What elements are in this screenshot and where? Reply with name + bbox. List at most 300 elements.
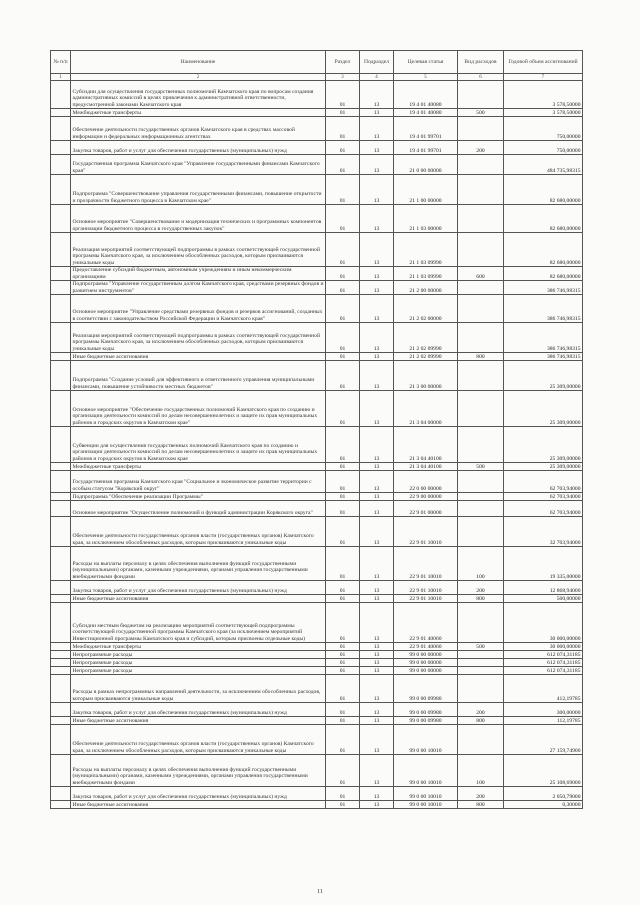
row-subsection-cell: 13 (360, 717, 394, 725)
row-name-cell: Закупка товаров, работ и услуг для обеспечения государственных (муниципальных) нужд (71, 703, 326, 717)
row-type-cell (458, 81, 504, 109)
row-section-cell: 01 (326, 651, 360, 659)
row-section-cell: 01 (326, 141, 360, 155)
row-section-cell: 01 (326, 155, 360, 175)
row-sum-cell: 386 746,98315 (504, 353, 583, 361)
row-subsection-cell: 13 (360, 787, 394, 801)
row-name-cell: Субсидии для осуществления государственных полномочий Камчатского края по вопросам создания административных комиссий в целях привлечения к административной ответственности, предусмотренной законами Камчатского края (71, 81, 326, 109)
row-article-cell: 19 4 01 40080 (394, 81, 458, 109)
row-type-cell (458, 117, 504, 141)
table-row (51, 471, 583, 493)
row-article-cell: 21 3 04 00000 (394, 391, 458, 427)
row-article-cell: 22 0 00 00000 (394, 471, 458, 493)
row-section-cell: 01 (326, 391, 360, 427)
row-sum-cell: 386 746,98315 (504, 295, 583, 323)
row-section-cell: 01 (326, 787, 360, 801)
row-number-cell (51, 141, 71, 155)
table-row (51, 155, 583, 175)
row-name-cell: Субсидии местным бюджетам на реализацию мероприятий соответствующей подпрограммы соответствующей государственной программы Камчатского края (за исключением мероприятий Инвестиционной программы Камчатского края и субсидий, которым присвоены отдельные коды) (71, 603, 326, 643)
row-subsection-cell: 13 (360, 117, 394, 141)
row-type-cell: 200 (458, 141, 504, 155)
row-sum-cell: 12 868,94000 (504, 581, 583, 595)
table-row (51, 267, 583, 281)
table-row (51, 117, 583, 141)
row-type-cell (458, 725, 504, 755)
row-type-cell: 800 (458, 801, 504, 809)
row-article-cell: 99 0 00 10010 (394, 787, 458, 801)
table-row (51, 603, 583, 643)
row-number-cell (51, 463, 71, 471)
row-number-cell (51, 81, 71, 109)
row-section-cell: 01 (326, 117, 360, 141)
row-sum-cell: 30 000,00000 (504, 643, 583, 651)
row-type-cell: 800 (458, 717, 504, 725)
row-number-cell (51, 547, 71, 581)
row-name-cell: Непрограммные расходы (71, 659, 326, 667)
row-type-cell: 500 (458, 463, 504, 471)
row-number-cell (51, 427, 71, 463)
row-section-cell: 01 (326, 81, 360, 109)
row-number-cell (51, 175, 71, 205)
row-name-cell: Закупка товаров, работ и услуг для обеспечения государственных (муниципальных) нужд (71, 787, 326, 801)
row-sum-cell: 386 746,98315 (504, 323, 583, 353)
row-name-cell: Подпрограмма "Создание условий для эффективного и ответственного управления муниципальными финансами, повышение устойчивости местных бюджетов" (71, 361, 326, 391)
row-subsection-cell: 13 (360, 361, 394, 391)
row-article-cell: 22 9 01 10010 (394, 517, 458, 547)
row-article-cell: 99 0 00 10010 (394, 801, 458, 809)
row-type-cell (458, 391, 504, 427)
table-row (51, 787, 583, 801)
row-number-cell (51, 501, 71, 517)
row-number-cell (51, 603, 71, 643)
row-section-cell: 01 (326, 361, 360, 391)
row-name-cell: Закупка товаров, работ и услуг для обеспечения государственных (муниципальных) нужд (71, 141, 326, 155)
row-sum-cell: 82 680,00000 (504, 175, 583, 205)
row-name-cell: Основное мероприятие "Обеспечение государственных полномочий Камчатского края по созданию и организации деятельности комиссий по делам несовершеннолетних и защите их прав муниципальных районов и городских округов в Камчатском крае" (71, 391, 326, 427)
table-row (51, 667, 583, 675)
column-index: 6 (458, 74, 504, 81)
row-type-cell: 200 (458, 703, 504, 717)
row-type-cell (458, 155, 504, 175)
table-body (51, 81, 583, 809)
row-sum-cell: 612 074,31185 (504, 651, 583, 659)
row-number-cell (51, 667, 71, 675)
row-name-cell: Расходы на выплаты персоналу в целях обеспечения выполнения функций государственными (муниципальными) органами, казенными учреждениями, органами управления государственными внебюджетными фондами (71, 755, 326, 787)
row-section-cell: 01 (326, 323, 360, 353)
row-subsection-cell: 13 (360, 603, 394, 643)
table-row (51, 281, 583, 295)
row-subsection-cell: 13 (360, 391, 394, 427)
row-subsection-cell: 13 (360, 155, 394, 175)
table-row (51, 725, 583, 755)
row-sum-cell: 19 335,00000 (504, 547, 583, 581)
table-row (51, 81, 583, 109)
row-subsection-cell: 13 (360, 501, 394, 517)
row-sum-cell: 62 703,94000 (504, 493, 583, 501)
row-type-cell (458, 517, 504, 547)
row-sum-cell: 612 074,31185 (504, 659, 583, 667)
row-subsection-cell: 13 (360, 581, 394, 595)
row-sum-cell: 25 309,00000 (504, 361, 583, 391)
table-row (51, 323, 583, 353)
row-section-cell: 01 (326, 493, 360, 501)
row-sum-cell: 484 735,98315 (504, 155, 583, 175)
row-sum-cell: 750,00000 (504, 141, 583, 155)
row-article-cell: 99 0 00 00000 (394, 659, 458, 667)
row-number-cell (51, 675, 71, 703)
budget-table (50, 50, 583, 809)
row-article-cell: 22 9 01 10010 (394, 595, 458, 603)
row-sum-cell: 412,19785 (504, 675, 583, 703)
row-sum-cell: 82 680,00000 (504, 205, 583, 233)
row-section-cell: 01 (326, 667, 360, 675)
row-article-cell: 99 0 00 00000 (394, 667, 458, 675)
table-row (51, 651, 583, 659)
row-name-cell: Субвенции для осуществления государственных полномочий Камчатского края по созданию и организации деятельности комиссий по делам несовершеннолетних и защите их прав муниципальных районов и городских округов в Камчатском крае (71, 427, 326, 463)
row-article-cell: 22 9 01 10010 (394, 581, 458, 595)
row-number-cell (51, 361, 71, 391)
row-type-cell: 100 (458, 755, 504, 787)
row-type-cell (458, 493, 504, 501)
row-name-cell: Обеспечение деятельности государственных органов Камчатского края в средствах массовой информации и федеральных информационных агентствах (71, 117, 326, 141)
row-number-cell (51, 267, 71, 281)
row-number-cell (51, 471, 71, 493)
row-article-cell: 21 1 03 00000 (394, 205, 458, 233)
row-subsection-cell: 13 (360, 141, 394, 155)
row-number-cell (51, 581, 71, 595)
row-name-cell: Межбюджетные трансферты (71, 463, 326, 471)
row-sum-cell: 25 309,00000 (504, 427, 583, 463)
row-sum-cell: 500,00000 (504, 595, 583, 603)
table-row (51, 755, 583, 787)
row-number-cell (51, 643, 71, 651)
header-subsection: Подраздел (360, 51, 394, 74)
row-name-cell: Закупка товаров, работ и услуг для обеспечения государственных (муниципальных) нужд (71, 581, 326, 595)
row-article-cell: 21 1 00 00000 (394, 175, 458, 205)
row-section-cell: 01 (326, 725, 360, 755)
row-type-cell: 600 (458, 267, 504, 281)
row-sum-cell: 62 703,94000 (504, 501, 583, 517)
table-row (51, 643, 583, 651)
row-type-cell: 800 (458, 595, 504, 603)
table-row (51, 233, 583, 267)
row-number-cell (51, 725, 71, 755)
row-sum-cell: 82 680,00000 (504, 233, 583, 267)
row-name-cell: Подпрограмма "Управление государственным долгом Камчатского края, средствами резервных фондов и развитием инструментов" (72, 281, 324, 294)
row-article-cell: 19 4 01 99701 (394, 141, 458, 155)
row-article-cell: 22 9 01 10010 (394, 547, 458, 581)
table-row (51, 581, 583, 595)
row-article-cell: 19 4 01 99701 (394, 117, 458, 141)
row-article-cell: 99 0 00 09980 (394, 703, 458, 717)
row-subsection-cell: 13 (360, 703, 394, 717)
row-type-cell: 100 (458, 547, 504, 581)
row-type-cell (458, 361, 504, 391)
row-name-cell: Реализация мероприятий соответствующей подпрограммы в рамках соответствующей государственной программы Камчатского края, за исключением обособленных расходов, которым присваиваются уникальные коды (71, 323, 326, 353)
row-subsection-cell: 13 (360, 175, 394, 205)
table-row (51, 353, 583, 361)
row-sum-cell: 386 746,98315 (504, 281, 583, 295)
row-article-cell: 99 0 00 00000 (394, 651, 458, 659)
row-type-cell (458, 295, 504, 323)
row-type-cell (458, 233, 504, 267)
row-subsection-cell: 13 (360, 667, 394, 675)
row-subsection-cell: 13 (360, 353, 394, 361)
row-article-cell: 99 0 00 09980 (394, 675, 458, 703)
row-subsection-cell: 13 (360, 517, 394, 547)
row-type-cell (458, 205, 504, 233)
table-row (51, 517, 583, 547)
row-number-cell (51, 205, 71, 233)
row-section-cell: 01 (326, 659, 360, 667)
row-name-cell: Основное мероприятие "Осуществление полномочий и функций администрации Корякского округа" (71, 501, 326, 517)
row-subsection-cell: 13 (360, 463, 394, 471)
row-section-cell: 01 (326, 205, 360, 233)
row-subsection-cell: 13 (360, 267, 394, 281)
row-type-cell: 200 (458, 787, 504, 801)
row-article-cell: 21 2 00 00000 (394, 281, 458, 295)
row-sum-cell: 300,00000 (504, 703, 583, 717)
row-name-cell: Иные бюджетные ассигнования (71, 801, 326, 809)
row-type-cell (458, 281, 504, 295)
row-section-cell: 01 (326, 675, 360, 703)
row-number-cell (51, 391, 71, 427)
row-subsection-cell: 13 (360, 281, 394, 295)
row-number-cell (51, 595, 71, 603)
row-sum-cell: 0,30000 (504, 801, 583, 809)
table-row (51, 717, 583, 725)
row-name-cell: Межбюджетные трансферты (71, 109, 326, 117)
row-section-cell: 01 (326, 353, 360, 361)
row-sum-cell: 612 074,31185 (504, 667, 583, 675)
row-article-cell: 21 3 04 40100 (394, 463, 458, 471)
row-subsection-cell: 13 (360, 427, 394, 463)
row-number-cell (51, 117, 71, 141)
row-name-cell: Обеспечение деятельности государственных органов власти (государственных органов) Камчатского края, за исключением обособленных расходов, которым присваиваются уникальные коды (71, 517, 326, 547)
header-sum: Годовой объем ассигнований (504, 51, 583, 74)
row-section-cell: 01 (326, 109, 360, 117)
column-index: 5 (394, 74, 458, 81)
row-sum-cell: 25 309,00000 (504, 391, 583, 427)
table-row (51, 501, 583, 517)
row-subsection-cell: 13 (360, 659, 394, 667)
row-name-cell: Основное мероприятие "Управление средствами резервных фондов и резервов ассигнований, созданных в соответствии с законодательством Российской Федерации и Камчатского края" (71, 295, 326, 323)
table-row (51, 391, 583, 427)
column-index: 1 (51, 74, 71, 81)
row-number-cell (51, 109, 71, 117)
table-row (51, 659, 583, 667)
row-subsection-cell: 13 (360, 547, 394, 581)
row-type-cell (458, 175, 504, 205)
row-article-cell: 21 3 04 40100 (394, 427, 458, 463)
row-subsection-cell: 13 (360, 109, 394, 117)
table-row (51, 109, 583, 117)
row-number-cell (51, 353, 71, 361)
table-header-row (51, 51, 583, 74)
table-row (51, 801, 583, 809)
row-subsection-cell: 13 (360, 205, 394, 233)
row-number-cell (51, 295, 71, 323)
table-row (51, 427, 583, 463)
column-index: 2 (71, 74, 326, 81)
header-name: Наименование (71, 51, 326, 74)
header-article: Целевая статья (394, 51, 458, 74)
row-number-cell (51, 651, 71, 659)
row-number-cell (51, 493, 71, 501)
row-number-cell (51, 703, 71, 717)
row-number-cell (51, 717, 71, 725)
row-subsection-cell: 13 (360, 643, 394, 651)
column-index: 4 (360, 74, 394, 81)
row-number-cell (51, 281, 71, 295)
row-type-cell (458, 651, 504, 659)
row-article-cell: 21 2 02 09990 (394, 353, 458, 361)
row-section-cell: 01 (326, 501, 360, 517)
row-name-cell: Государственная программа Камчатского края "Социальное и экономическое развитие территории с особым статусом "Корякский округ" (71, 471, 326, 493)
row-sum-cell: 112,19785 (504, 717, 583, 725)
row-sum-cell: 3 578,50000 (504, 109, 583, 117)
header-section: Раздел (326, 51, 360, 74)
row-type-cell: 500 (458, 643, 504, 651)
row-name-cell: Обеспечение деятельности государственных органов власти (государственных органов) Камчатского края, за исключением обособленных расходов, которым присваиваются уникальные коды (71, 725, 326, 755)
row-article-cell: 21 3 00 00000 (394, 361, 458, 391)
row-sum-cell: 2 050,79000 (504, 787, 583, 801)
row-name-cell: Иные бюджетные ассигнования (71, 353, 326, 361)
row-section-cell: 01 (326, 643, 360, 651)
row-article-cell: 99 0 00 10010 (394, 755, 458, 787)
row-number-cell (51, 787, 71, 801)
column-index: 3 (326, 74, 360, 81)
row-number-cell (51, 517, 71, 547)
table-row (51, 547, 583, 581)
row-article-cell: 19 4 01 40080 (394, 109, 458, 117)
row-name-cell: Государственная программа Камчатского края "Управление государственными финансами Камчатского края" (71, 155, 326, 175)
table-row (51, 463, 583, 471)
table-row (51, 595, 583, 603)
row-section-cell: 01 (326, 703, 360, 717)
row-type-cell (458, 427, 504, 463)
row-number-cell (51, 755, 71, 787)
row-article-cell: 99 0 00 09980 (394, 717, 458, 725)
row-article-cell: 21 1 03 09990 (394, 267, 458, 281)
table-row (51, 205, 583, 233)
row-subsection-cell: 13 (360, 295, 394, 323)
row-name-cell: Иные бюджетные ассигнования (71, 595, 326, 603)
row-name-cell: Иные бюджетные ассигнования (71, 717, 326, 725)
table-row (51, 703, 583, 717)
row-sum-cell: 62 703,94000 (504, 471, 583, 493)
row-name-cell: Подпрограмма "Обеспечение реализации Программы" (71, 493, 326, 501)
row-name-cell: Основное мероприятие "Совершенствование и модернизация технических и программных компонентов организации бюджетного процесса в государственных закупок" (71, 205, 326, 233)
row-section-cell: 01 (326, 603, 360, 643)
row-name-cell: Расходы на выплаты персоналу в целях обеспечения выполнения функций государственными (муниципальными) органами, казенными учреждениями, органами управления государственными внебюджетными фондами (71, 547, 326, 581)
row-section-cell: 01 (326, 595, 360, 603)
row-name-cell: Межбюджетные трансферты (71, 643, 326, 651)
row-type-cell (458, 667, 504, 675)
row-name-cell: Подпрограмма "Совершенствование управления государственными финансами, повышение открытости и прозрачности бюджетного процесса в Камчатском крае" (71, 175, 326, 205)
row-section-cell: 01 (326, 547, 360, 581)
row-subsection-cell: 13 (360, 81, 394, 109)
row-section-cell: 01 (326, 517, 360, 547)
row-type-cell (458, 471, 504, 493)
row-name-cell: Реализация мероприятий соответствующей подпрограммы в рамках соответствующей государственной программы Камчатского края, за исключением обособленных расходов, которым присваиваются уникальные коды (71, 233, 326, 267)
row-sum-cell: 3 578,50000 (504, 81, 583, 109)
row-article-cell: 99 0 00 10010 (394, 725, 458, 755)
row-article-cell: 22 9 01 40060 (394, 603, 458, 643)
row-name-cell: Предоставление субсидий бюджетным, автономным учреждениям и иным некоммерческим организациям (71, 267, 326, 281)
row-section-cell: 01 (326, 233, 360, 267)
row-section-cell: 01 (326, 267, 360, 281)
row-section-cell: 01 (326, 471, 360, 493)
row-number-cell (51, 155, 71, 175)
row-type-cell (458, 603, 504, 643)
row-type-cell: 200 (458, 581, 504, 595)
row-number-cell (51, 659, 71, 667)
row-subsection-cell: 13 (360, 801, 394, 809)
table-row (51, 175, 583, 205)
row-sum-cell: 82 680,00000 (504, 267, 583, 281)
row-type-cell: 500 (458, 109, 504, 117)
row-number-cell (51, 323, 71, 353)
row-sum-cell: 32 703,94000 (504, 517, 583, 547)
row-section-cell: 01 (326, 755, 360, 787)
row-section-cell: 01 (326, 463, 360, 471)
row-article-cell: 21 2 02 09990 (394, 323, 458, 353)
row-article-cell: 22 9 01 40060 (394, 643, 458, 651)
row-subsection-cell: 13 (360, 471, 394, 493)
table-row (51, 675, 583, 703)
row-sum-cell: 25 108,69000 (504, 755, 583, 787)
row-type-cell (458, 659, 504, 667)
row-article-cell: 22 9 01 00000 (394, 501, 458, 517)
page-number: 11 (317, 889, 323, 895)
row-sum-cell: 30 000,00000 (504, 603, 583, 643)
row-article-cell: 22 9 00 00000 (394, 493, 458, 501)
row-name-cell: Расходы в рамках непрограммных направлений деятельности, за исключением обособленных расходов, которым присваиваются уникальные коды (71, 675, 326, 703)
row-section-cell: 01 (326, 281, 360, 295)
row-subsection-cell: 13 (360, 755, 394, 787)
row-number-cell (51, 801, 71, 809)
row-name-cell: Непрограммные расходы (71, 667, 326, 675)
row-type-cell: 800 (458, 353, 504, 361)
row-subsection-cell: 13 (360, 323, 394, 353)
row-name-cell: Непрограммные расходы (71, 651, 326, 659)
table-row (51, 295, 583, 323)
row-type-cell (458, 501, 504, 517)
row-section-cell: 01 (326, 295, 360, 323)
row-subsection-cell: 13 (360, 595, 394, 603)
row-section-cell: 01 (326, 717, 360, 725)
row-article-cell: 21 2 02 00000 (394, 295, 458, 323)
row-subsection-cell: 13 (360, 651, 394, 659)
row-subsection-cell: 13 (360, 493, 394, 501)
row-section-cell: 01 (326, 175, 360, 205)
row-sum-cell: 25 309,00000 (504, 463, 583, 471)
row-sum-cell: 27 159,74900 (504, 725, 583, 755)
row-article-cell: 21 0 00 00000 (394, 155, 458, 175)
table-row (51, 493, 583, 501)
row-type-cell (458, 675, 504, 703)
header-num: № п/п (51, 51, 71, 74)
column-index-row (51, 74, 583, 81)
row-subsection-cell: 13 (360, 725, 394, 755)
table-row (51, 141, 583, 155)
table-row (51, 361, 583, 391)
header-type: Вид расходов (458, 51, 504, 74)
row-number-cell (51, 233, 71, 267)
row-type-cell (458, 323, 504, 353)
row-subsection-cell: 13 (360, 233, 394, 267)
